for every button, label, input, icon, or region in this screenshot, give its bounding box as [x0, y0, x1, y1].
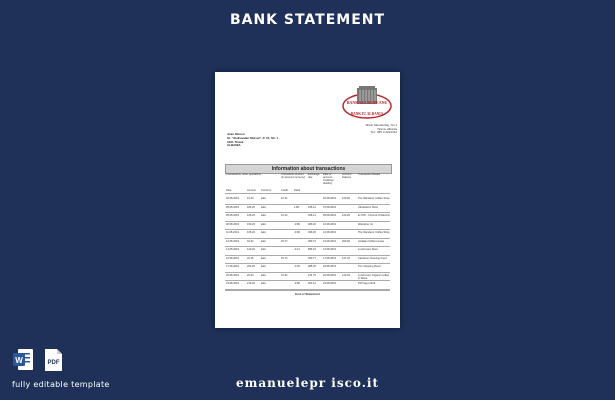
cell-currency: lekë — [261, 282, 266, 285]
cell-proc: 05.08.2019 — [323, 214, 336, 217]
bank-logo — [333, 82, 393, 122]
header-currency: Currency — [261, 189, 272, 192]
cell-proc: 17.08.2019 — [323, 256, 336, 260]
cell-amount: 105.20 — [247, 231, 255, 234]
cell-proc: 18.08.2019 — [323, 265, 336, 268]
page-title: BANK STATEMENT — [229, 12, 386, 28]
cell-proc: 07.08.2019 — [323, 205, 336, 209]
cell-amount: 22.45 — [247, 256, 254, 260]
svg-text:BANK IU ALBANIA: BANK IU ALBANIA — [350, 112, 384, 116]
cell-credit: 15.74 — [281, 256, 288, 260]
cell-details: Carrefour Cleaning Food — [358, 256, 387, 260]
editable-template-label: fully editable template — [12, 380, 110, 389]
cell-date: 05.08.2019 — [226, 205, 239, 209]
cell-rate: 489.20 — [308, 222, 316, 226]
cell-rate: 496.20 — [308, 231, 316, 234]
cell-proc: 12.08.2019 — [323, 231, 336, 234]
cell-debit: -0.80 — [294, 231, 300, 234]
cell-rate: 468.21 — [308, 214, 316, 217]
cell-details: Pizhnaya 2219 — [358, 282, 376, 285]
cell-currency: lekë — [261, 256, 266, 260]
bank-address: Shesi Skënderbej, No.1 Tirana, Albania Tel.: 355 4 2222412 — [365, 123, 397, 135]
cell-currency: lekë — [261, 273, 266, 277]
cell-date: 17.08.2019 — [226, 265, 239, 268]
cell-debit: 1.80 — [294, 205, 300, 209]
header-balance: Account balance — [342, 173, 352, 179]
cell-debit: -0.80 — [294, 282, 300, 285]
cell-proc: 20.08.2019 — [323, 273, 336, 277]
cell-details: The Wanderer Coffee Shop — [358, 231, 390, 234]
svg-text:PDF: PDF — [47, 360, 60, 366]
cell-proc: 02.08.2019 — [323, 197, 336, 200]
cell-rate: 896.15 — [308, 248, 316, 251]
header-details: Transaction Details — [358, 173, 381, 176]
cell-amount: 210.20 — [247, 282, 255, 285]
cell-currency: lekë — [261, 231, 266, 234]
cell-amount: 10.20 — [247, 197, 254, 200]
cell-date: 20.08.2019 — [226, 273, 239, 277]
cell-debit: -0.21 — [294, 248, 300, 251]
cell-details: The Cleaning Room — [358, 265, 382, 268]
cell-date: 23.08.2019 — [226, 282, 239, 285]
cell-bal: 127.40 — [342, 256, 350, 260]
website-watermark: emanuelepr isco.it — [236, 376, 379, 390]
cell-date: 06.08.2019 — [226, 222, 239, 226]
cell-date: 12.08.2019 — [226, 239, 239, 243]
word-document-icon — [12, 348, 34, 372]
cell-credit: 10.31 — [281, 197, 288, 200]
cell-details: Andalan Coffee House — [358, 239, 385, 243]
cell-credit: 10.14 — [281, 214, 288, 217]
header-date: Date — [226, 189, 232, 192]
cell-currency: lekë — [261, 205, 266, 209]
svg-text:BANKA EUROPEANE: BANKA EUROPEANE — [346, 100, 388, 105]
cell-bal: 160.20 — [342, 214, 350, 217]
cell-amount: 180.20 — [247, 205, 255, 209]
cell-currency: lekë — [261, 214, 266, 217]
cell-date: 16.08.2019 — [226, 256, 239, 260]
cell-details: Wanderer Int. — [358, 222, 374, 226]
cell-rate: 490.77 — [308, 256, 316, 260]
client-address: Joan Ottoon St. "Aleksander Moisiu", P. 15, Sh. 1 1001 Tiranë ALBANIA — [227, 132, 279, 148]
end-divider — [225, 290, 390, 291]
cell-amount: 02.34 — [247, 239, 254, 243]
cell-currency: lekë — [261, 248, 266, 251]
header-exchange: Exchange rate — [308, 173, 320, 179]
cell-date: 02.08.2019 — [226, 197, 239, 200]
svg-text:W: W — [15, 356, 23, 365]
cell-rate: 380.74 — [308, 239, 316, 243]
cell-details: Ukrtelekom Store — [358, 205, 379, 209]
cell-amount: 20.20 — [247, 273, 254, 277]
cell-amount: 105.20 — [247, 214, 255, 217]
cell-amount: 150.20 — [247, 222, 255, 226]
cell-bal: 100.00 — [342, 197, 350, 200]
cell-amount: 120.20 — [247, 248, 255, 251]
header-debit: Debit — [294, 189, 301, 192]
cell-date: 11.08.2019 — [226, 231, 239, 234]
cell-rate: 104.79 — [308, 273, 316, 277]
table-divider — [225, 193, 390, 194]
cell-rate: 902.12 — [308, 282, 316, 285]
header-processing: Date of account crediting / debiting — [323, 173, 335, 185]
pdf-document-icon — [42, 348, 64, 372]
header-transactions: Transactions, other operations — [226, 173, 261, 176]
cell-details: The Wanderer Coffee Shop — [358, 197, 390, 200]
header-amt: Amount — [247, 189, 256, 192]
cell-currency: lekë — [261, 265, 266, 268]
cell-proc: 23.08.2019 — [323, 282, 336, 285]
cell-date: 05.08.2019 — [226, 214, 239, 217]
cell-details: Lunchmore Store — [358, 248, 378, 251]
cell-bal: 200.00 — [342, 239, 350, 243]
cell-proc: 14.08.2019 — [323, 248, 336, 251]
cell-rate: 186.41 — [308, 205, 316, 209]
cell-currency: lekë — [261, 239, 266, 243]
cell-currency: lekë — [261, 222, 266, 226]
cell-credit: 10.32 — [281, 273, 288, 277]
cell-details: Lunchmore Organic Coffee in Wave — [358, 273, 390, 280]
cell-amount: 200.20 — [247, 265, 255, 268]
cell-proc: 13.08.2019 — [323, 239, 336, 243]
bank-statement-document — [215, 72, 400, 328]
cell-rate: 485.30 — [308, 265, 316, 268]
header-amount: Transaction amount (in account currency) — [281, 173, 306, 179]
cell-credit: 20.77 — [281, 239, 288, 243]
cell-debit: -0.80 — [294, 222, 300, 226]
header-credit: Credit — [281, 189, 288, 192]
cell-date: 13.08.2019 — [226, 248, 239, 251]
cell-currency: lekë — [261, 197, 266, 200]
cell-proc: 10.08.2019 — [323, 222, 336, 226]
end-of-statement: End of Statement — [295, 292, 320, 296]
cell-bal: 120.32 — [342, 273, 350, 277]
cell-debit: -0.30 — [294, 265, 300, 268]
section-title: Information about transactions — [225, 164, 392, 174]
cell-details: E-TOP - Cinema Of Electric — [358, 214, 390, 217]
